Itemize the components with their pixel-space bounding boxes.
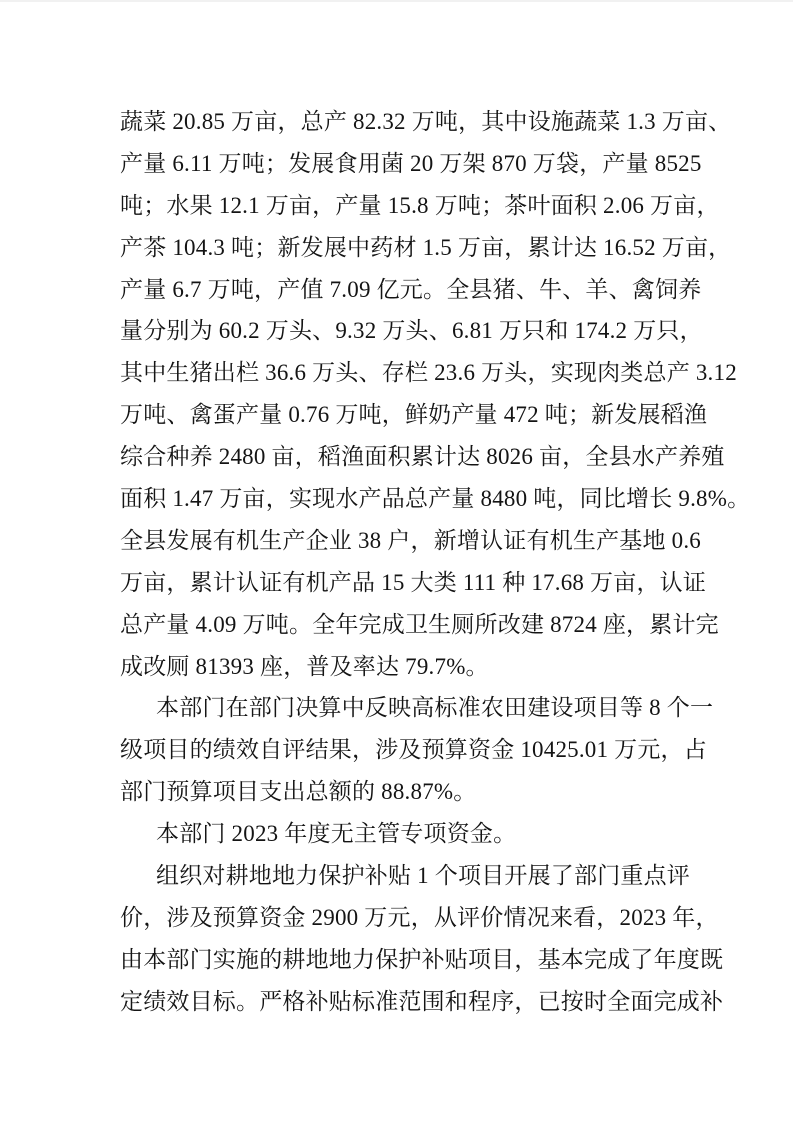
text-line: 万亩，累计认证有机产品 15 大类 111 种 17.68 万亩，认证 [120,569,707,595]
text-line: 产茶 104.3 吨；新发展中药材 1.5 万亩，累计达 16.52 万亩， [120,234,732,260]
text-line-paragraph-start: 本部门在部门决算中反映高标准农田建设项目等 8 个一 [156,695,714,721]
document-text-block [120,101,751,1023]
text-line-paragraph-start: 组织对耕地地力保护补贴 1 个项目开展了部门重点评 [156,863,690,889]
text-line: 级项目的绩效自评结果，涉及预算资金 10425.01 万元，占 [120,737,707,763]
text-line: 总产量 4.09 万吨。全年完成卫生厕所改建 8724 座，累计完 [120,611,719,637]
text-line: 其中生猪出栏 36.6 万头、存栏 23.6 万头，实现肉类总产 3.12 [120,360,737,386]
text-line: 部门预算项目支出总额的 88.87%。 [120,779,477,805]
text-line: 由本部门实施的耕地地力保护补贴项目，基本完成了年度既 [120,946,724,972]
text-line: 面积 1.47 万亩，实现水产品总产量 8480 吨，同比增长 9.8%。 [120,486,751,512]
text-line: 产量 6.11 万吨；发展食用菌 20 万架 870 万袋，产量 8525 [120,150,702,176]
text-line: 吨；水果 12.1 万亩，产量 15.8 万吨；茶叶面积 2.06 万亩， [120,192,720,218]
text-line: 成改厕 81393 座，普及率达 79.7%。 [120,653,489,679]
text-line: 产量 6.7 万吨，产值 7.09 亿元。全县猪、牛、羊、禽饲养 [120,276,702,302]
text-line: 全县发展有机生产企业 38 户，新增认证有机生产基地 0.6 [120,527,701,553]
text-line: 价，涉及预算资金 2900 万元，从评价情况来看，2023 年， [120,904,719,930]
text-line: 定绩效目标。严格补贴标准范围和程序，已按时全面完成补 [120,988,724,1014]
text-line: 量分别为 60.2 万头、9.32 万头、6.81 万只和 174.2 万只， [120,318,703,344]
text-line-paragraph-start: 本部门 2023 年度无主管专项资金。 [156,821,517,847]
text-line: 综合种养 2480 亩，稻渔面积累计达 8026 亩，全县水产养殖 [120,444,725,470]
text-line: 蔬菜 20.85 万亩，总产 82.32 万吨，其中设施蔬菜 1.3 万亩、 [120,109,732,134]
text-line: 万吨、禽蛋产量 0.76 万吨，鲜奶产量 472 吨；新发展稻渔 [120,402,708,428]
